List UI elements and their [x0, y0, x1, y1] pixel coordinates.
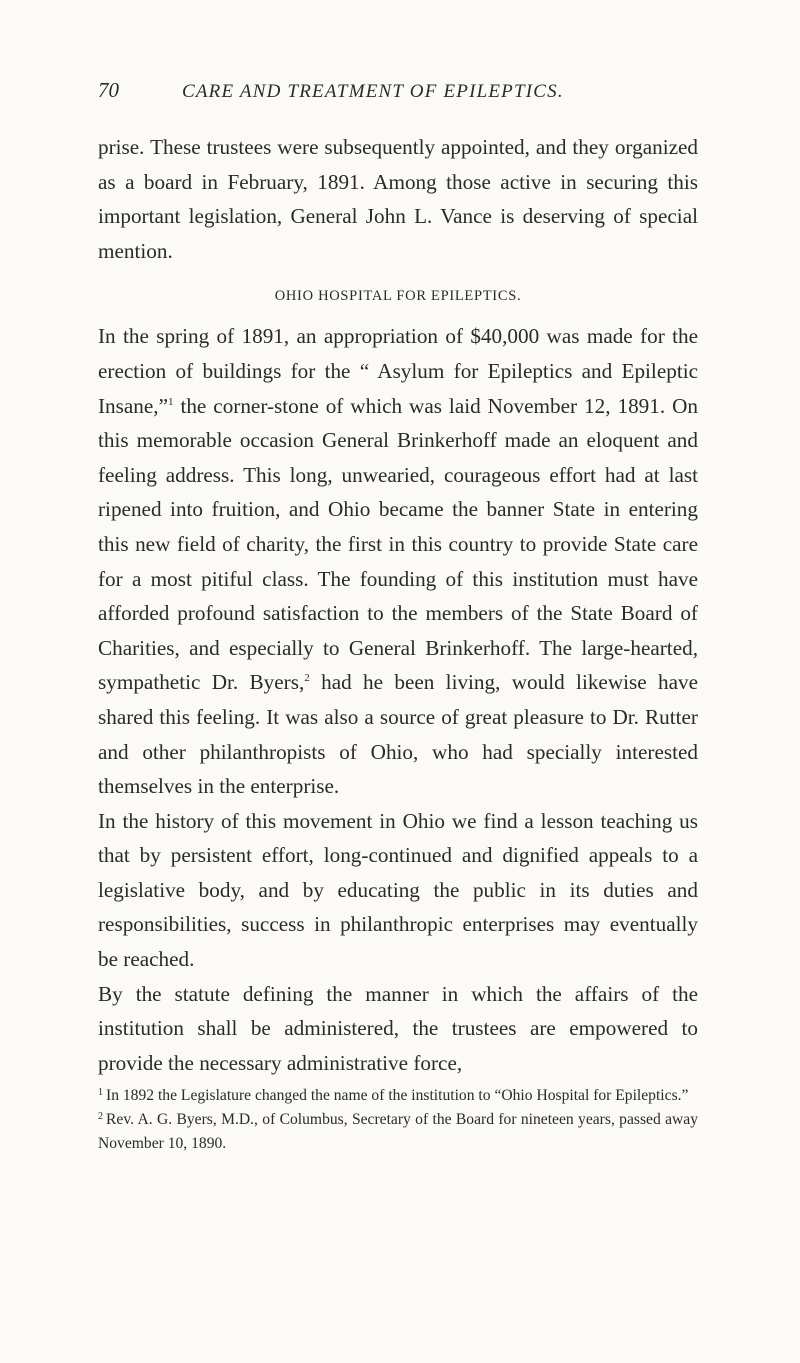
footnote-mark-1: 1 — [98, 1087, 103, 1099]
footnote-reference-1: 1 — [168, 395, 174, 408]
footnote-mark-2: 2 — [98, 1111, 103, 1123]
page-header — [98, 78, 698, 112]
body-paragraph-2: In the history of this movement in Ohio we find a lesson teaching us that by persistent effort, long-continued and dignified appeals to a legislative body, and by educating the public in its duties and responsibilities, success in philanthropic enterprises may eventually be reached. — [98, 808, 698, 972]
page-number: 70 — [98, 78, 119, 102]
footnote-text-1: In 1892 the Legislature changed the name of the institution to “Ohio Hospital for Epileptics.” — [106, 1087, 689, 1105]
footnote-2 — [98, 1108, 698, 1156]
book-page — [98, 78, 698, 1156]
opening-paragraph: prise. These trustees were subsequently appointed, and they organized as a board in February, 1891. Among those active in securing this important legislation, General John L. Vance is deserving of special mention. — [98, 135, 698, 263]
footnote-reference-2: 2 — [304, 672, 310, 685]
section-heading: OHIO HOSPITAL FOR EPILEPTICS. — [274, 288, 522, 305]
footnote-text-2: Rev. A. G. Byers, M.D., of Columbus, Secretary of the Board for nineteen years, passed away November 10, 1890. — [98, 1111, 698, 1153]
paragraph-1-text-b: the corner-stone of which was laid November 12, 1891. On this memorable occasion General Brinkerhoff made an eloquent and feeling address. This long, unwearied, courageous effort had at last ripened into fruition, and Ohio became the banner State in entering this new field of charity, the first in this country to provide State care for a most pitiful class. The founding of this institution must have afforded profound satisfaction to the members of the State Board of Charities, and especially to General Brinkerhoff. The large-hearted, sympathetic Dr. Byers, — [98, 393, 698, 695]
body-paragraph-3: By the statute defining the manner in which the affairs of the institution shall be administered, the trustees are empowered to provide the necessary administrative force, — [98, 981, 698, 1075]
body-paragraph-1 — [98, 319, 698, 803]
footnotes — [98, 1084, 698, 1156]
running-head: CARE AND TREATMENT OF EPILEPTICS. — [182, 81, 564, 102]
footnote-1 — [98, 1084, 698, 1108]
paragraph-1-text-c: had he been living, would likewise have shared this feeling. It was also a source of great pleasure to Dr. Rutter and other philanthropists of Ohio, who had specially interested themselves in the enterprise. — [98, 670, 698, 799]
paragraph-1-text-a: In the spring of 1891, an appropriation of $40,000 was made for the erection of buildings for the “ Asylum for Epileptics and Epileptic Insane,” — [98, 324, 698, 418]
